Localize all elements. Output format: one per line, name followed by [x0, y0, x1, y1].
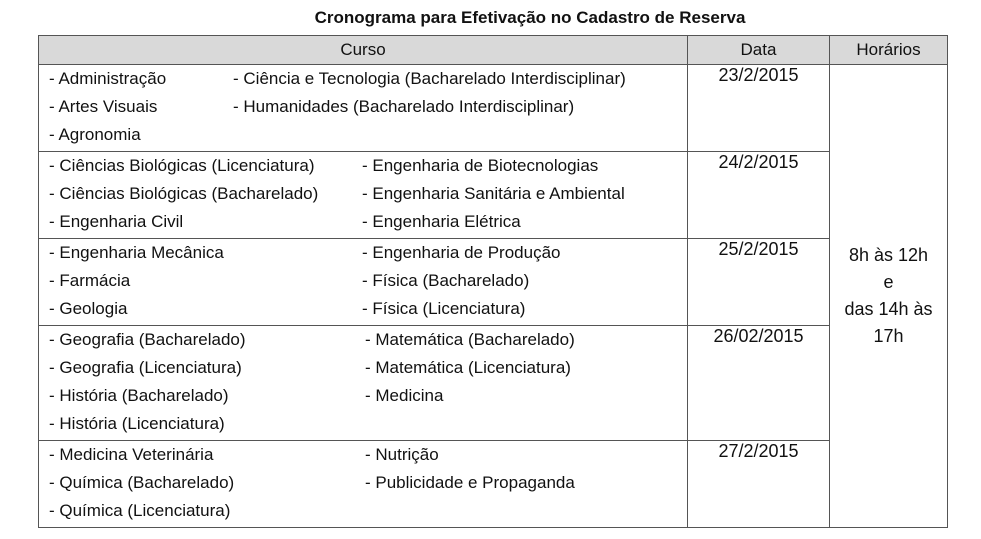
course-item: - Engenharia Mecânica [49, 243, 224, 262]
courses-cell [39, 152, 688, 239]
header-data: Data [688, 36, 830, 65]
hours-line: 17h [873, 326, 904, 346]
courses-cell [39, 326, 688, 441]
course-item: - Ciências Biológicas (Bacharelado) [49, 184, 319, 203]
course-item: - História (Licenciatura) [49, 414, 225, 433]
header-horarios: Horários [830, 36, 948, 65]
course-group-row [39, 65, 948, 152]
header-row [39, 36, 948, 65]
course-group-row [39, 441, 948, 528]
course-item: - Medicina Veterinária [49, 445, 214, 464]
course-group-row [39, 152, 948, 239]
courses-cell [39, 441, 688, 528]
hours-line: das 14h às [844, 299, 933, 319]
course-item: - Farmácia [49, 271, 131, 290]
course-item: - Engenharia de Biotecnologias [362, 156, 599, 175]
course-item: - Engenharia Sanitária e Ambiental [362, 184, 625, 203]
course-item: - Geologia [49, 299, 128, 318]
schedule-table [38, 35, 948, 528]
course-item: - Física (Licenciatura) [362, 299, 526, 318]
course-item: - Agronomia [49, 125, 141, 144]
course-item: - Medicina [365, 386, 444, 405]
document-title: Cronograma para Efetivação no Cadastro de Reserva [314, 8, 746, 27]
course-item: - História (Bacharelado) [49, 386, 229, 405]
course-group-row [39, 239, 948, 326]
course-item: - Engenharia Civil [49, 212, 184, 231]
course-item: - Administração [49, 69, 167, 88]
date-cell: 23/2/2015 [688, 65, 830, 152]
date-cell: 26/02/2015 [688, 326, 830, 441]
hours-cell [830, 65, 948, 528]
course-item: - Ciências Biológicas (Licenciatura) [49, 156, 315, 175]
date-cell: 25/2/2015 [688, 239, 830, 326]
course-item: - Química (Bacharelado) [49, 473, 235, 492]
course-item: - Artes Visuais [49, 97, 158, 116]
course-item: - Matemática (Licenciatura) [365, 358, 571, 377]
course-item: - Química (Licenciatura) [49, 501, 231, 520]
courses-cell [39, 65, 688, 152]
date-cell: 27/2/2015 [688, 441, 830, 528]
course-item: - Engenharia de Produção [362, 243, 561, 262]
course-item: - Publicidade e Propaganda [365, 473, 575, 492]
courses-cell [39, 239, 688, 326]
course-item: - Geografia (Bacharelado) [49, 330, 246, 349]
hours-line: e [883, 272, 894, 292]
course-item: - Geografia (Licenciatura) [49, 358, 242, 377]
date-cell: 24/2/2015 [688, 152, 830, 239]
course-item: - Engenharia Elétrica [362, 212, 521, 231]
course-group-row [39, 326, 948, 441]
course-item: - Matemática (Bacharelado) [365, 330, 575, 349]
header-curso: Curso [39, 36, 688, 65]
hours-line: 8h às 12h [848, 245, 929, 265]
course-item: - Ciência e Tecnologia (Bacharelado Interdisciplinar) [233, 69, 626, 88]
course-item: - Física (Bacharelado) [362, 271, 530, 290]
course-item: - Nutrição [365, 445, 439, 464]
course-item: - Humanidades (Bacharelado Interdisciplinar) [233, 97, 575, 116]
